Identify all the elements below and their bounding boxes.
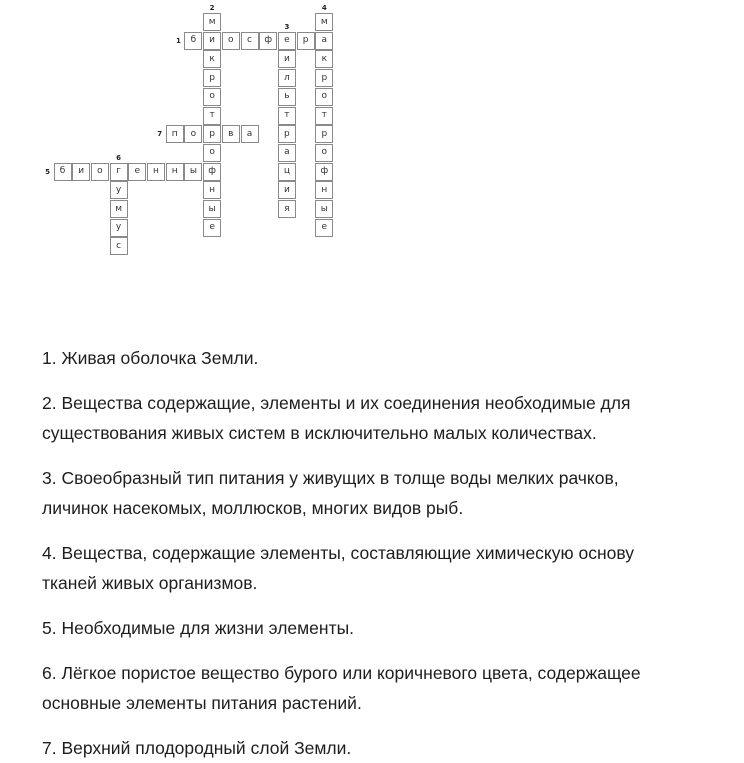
- crossword-cell: м: [110, 200, 128, 218]
- crossword-cell: м: [203, 13, 221, 31]
- crossword-cell: н: [315, 181, 333, 199]
- crossword-cell: с: [110, 237, 128, 255]
- crossword-grid: [0, 0, 744, 320]
- clue-1-line1: 1. Живая оболочка Земли.: [42, 348, 259, 368]
- clue-6: [42, 658, 744, 718]
- crossword-cell: а: [278, 144, 296, 162]
- crossword-cell: л: [278, 69, 296, 87]
- crossword-cell: с: [241, 32, 259, 50]
- crossword-cell: т: [315, 107, 333, 125]
- clue-2-line2: существования живых систем в исключительно малых количествах.: [42, 423, 597, 443]
- crossword-cell: р: [203, 69, 221, 87]
- crossword-cell: б: [184, 32, 202, 50]
- clue-5: [42, 613, 744, 643]
- clue-3-line2: личинок насекомых, моллюсков, многих видов рыб.: [42, 498, 464, 518]
- clue-6-line2: основные элементы питания растений.: [42, 693, 362, 713]
- clue-4-line1: 4. Вещества, содержащие элементы, составляющие химическую основу: [42, 543, 635, 563]
- crossword-cell: я: [278, 200, 296, 218]
- crossword-cell: и: [278, 50, 296, 68]
- clue-1: [42, 343, 744, 373]
- clue-number-4: 4: [321, 4, 327, 12]
- crossword-cell: р: [203, 125, 221, 143]
- crossword-cell: е: [278, 32, 296, 50]
- crossword-cell: а: [241, 125, 259, 143]
- crossword-cell: о: [315, 144, 333, 162]
- crossword-cell: к: [315, 50, 333, 68]
- crossword-cell: р: [315, 125, 333, 143]
- clue-number-2: 2: [209, 4, 215, 12]
- crossword-cell: а: [315, 32, 333, 50]
- crossword-cell: о: [203, 144, 221, 162]
- crossword-cell: к: [203, 50, 221, 68]
- crossword-cell: р: [297, 32, 315, 50]
- crossword-cell: е: [315, 219, 333, 237]
- crossword-cell: ф: [315, 163, 333, 181]
- crossword-cell: ы: [203, 200, 221, 218]
- clue-2: [42, 388, 744, 448]
- crossword-cell: о: [222, 32, 240, 50]
- clue-number-5: 5: [45, 167, 50, 176]
- crossword-cell: р: [315, 69, 333, 87]
- crossword-cell: ф: [203, 163, 221, 181]
- crossword-cell: у: [110, 181, 128, 199]
- crossword-cell: т: [203, 107, 221, 125]
- crossword-cell: о: [315, 88, 333, 106]
- crossword-cell: ы: [315, 200, 333, 218]
- crossword-cell: у: [110, 219, 128, 237]
- clue-number-6: 6: [116, 153, 122, 162]
- crossword-cell: и: [203, 32, 221, 50]
- crossword-cell: м: [315, 13, 333, 31]
- clue-3: [42, 463, 744, 523]
- crossword-cell: о: [203, 88, 221, 106]
- crossword-cell: е: [203, 219, 221, 237]
- crossword-cell: т: [278, 107, 296, 125]
- crossword-cell: и: [72, 163, 90, 181]
- clue-number-7: 7: [157, 130, 163, 139]
- crossword-cell: н: [147, 163, 165, 181]
- crossword-cell: р: [278, 125, 296, 143]
- crossword-cell: б: [54, 163, 72, 181]
- clue-7-line1: 7. Верхний плодородный слой Земли.: [42, 738, 352, 758]
- crossword-cell: о: [91, 163, 109, 181]
- crossword-cell: ь: [278, 88, 296, 106]
- crossword-cell: и: [278, 181, 296, 199]
- clue-3-line1: 3. Своеобразный тип питания у живущих в толще воды мелких рачков,: [42, 468, 619, 488]
- clue-number-1: 1: [175, 36, 181, 45]
- clue-4: [42, 538, 744, 598]
- crossword-cell: г: [110, 163, 128, 181]
- clue-7: [42, 733, 744, 763]
- crossword-cell: п: [166, 125, 184, 143]
- clue-number-3: 3: [284, 22, 290, 31]
- clue-6-line1: 6. Лёгкое пористое вещество бурого или коричневого цвета, содержащее: [42, 663, 641, 683]
- crossword-cell: ы: [184, 163, 202, 181]
- crossword-cell: н: [203, 181, 221, 199]
- crossword-cell: в: [222, 125, 240, 143]
- clue-2-line1: 2. Вещества содержащие, элементы и их соединения необходимые для: [42, 393, 631, 413]
- crossword-cell: е: [128, 163, 146, 181]
- crossword-cell: н: [166, 163, 184, 181]
- clue-5-line1: 5. Необходимые для жизни элементы.: [42, 618, 355, 638]
- crossword-cell: ц: [278, 163, 296, 181]
- crossword-cell: о: [184, 125, 202, 143]
- crossword-cell: ф: [259, 32, 277, 50]
- clue-4-line2: тканей живых организмов.: [42, 573, 258, 593]
